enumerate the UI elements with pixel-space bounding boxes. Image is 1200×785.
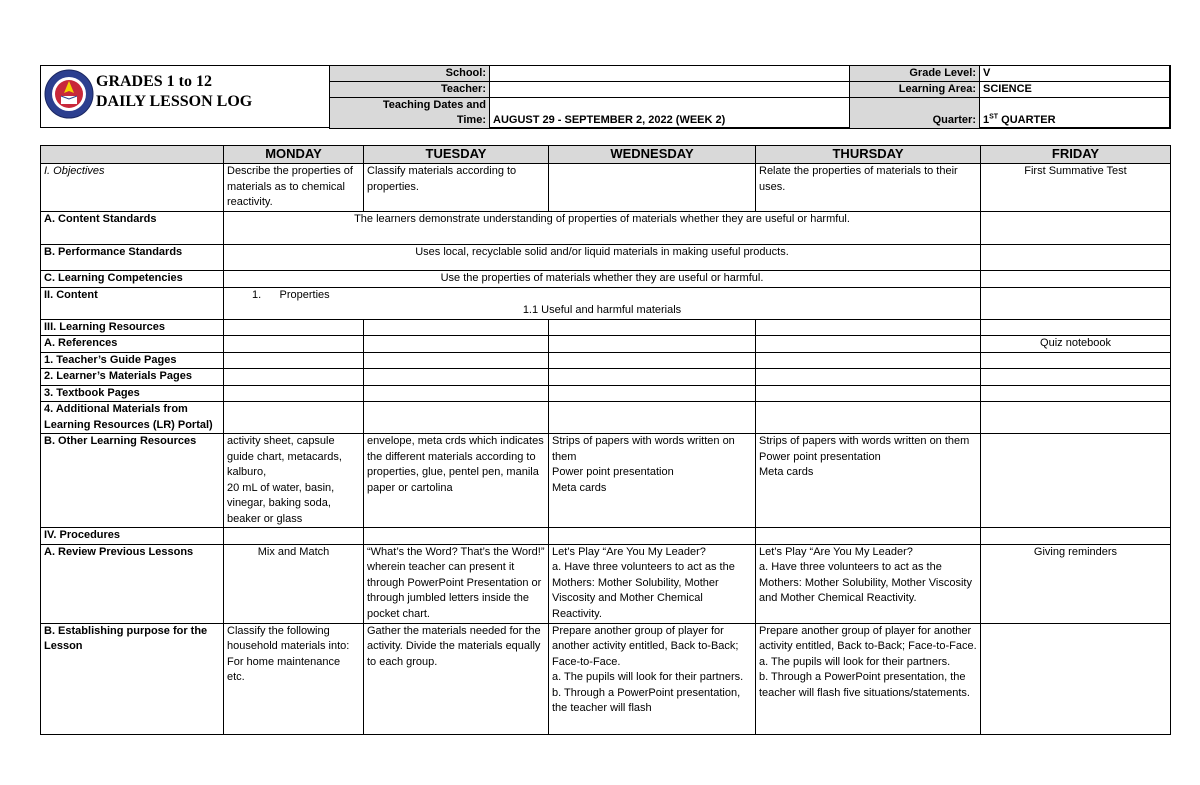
quarter-label: Quarter: bbox=[850, 98, 980, 129]
cell-empty bbox=[756, 528, 981, 545]
row-other-resources bbox=[41, 434, 1171, 528]
cell-empty bbox=[364, 528, 549, 545]
other-resources-thursday: Strips of papers with words written on them Power point presentation Meta cards bbox=[756, 434, 981, 528]
cell-empty bbox=[981, 528, 1171, 545]
teaching-dates-label-line2: Time: bbox=[456, 114, 486, 126]
learning-competencies-label: C. Learning Competencies bbox=[41, 271, 224, 288]
daily-lesson-log-table bbox=[40, 145, 1171, 735]
teacher-label: Teacher: bbox=[330, 82, 490, 98]
content-standards-text: The learners demonstrate understanding of properties of materials whether they are useful or harmful. bbox=[224, 212, 981, 245]
day-header-tuesday: TUESDAY bbox=[364, 146, 549, 164]
cell-empty bbox=[549, 319, 756, 336]
day-header-blank bbox=[41, 146, 224, 164]
other-resources-label: B. Other Learning Resources bbox=[41, 434, 224, 528]
teachers-guide-label: 1. Teacher’s Guide Pages bbox=[41, 352, 224, 369]
learning-competencies-friday bbox=[981, 271, 1171, 288]
cell-empty bbox=[224, 369, 364, 386]
additional-materials-label: 4. Additional Materials from Learning Resources (LR) Portal) bbox=[41, 402, 224, 434]
purpose-tuesday: Gather the materials needed for the activity. Divide the materials equally to each group. bbox=[364, 623, 549, 734]
cell-empty bbox=[224, 385, 364, 402]
row-references bbox=[41, 336, 1171, 353]
establishing-purpose-label: B. Establishing purpose for the Lesson bbox=[41, 623, 224, 734]
cell-empty bbox=[981, 352, 1171, 369]
other-resources-monday: activity sheet, capsule guide chart, metacards, kalburo, 20 mL of water, basin, vinegar, baking soda, beaker or glass bbox=[224, 434, 364, 528]
quarter-number: 1 bbox=[983, 114, 990, 126]
grade-level-label: Grade Level: bbox=[850, 66, 980, 82]
row-establishing-purpose bbox=[41, 623, 1171, 734]
cell-empty bbox=[756, 352, 981, 369]
procedures-label: IV. Procedures bbox=[41, 528, 224, 545]
row-review-lessons bbox=[41, 544, 1171, 623]
cell-empty bbox=[756, 369, 981, 386]
quarter-superscript: ST bbox=[989, 113, 999, 121]
content-text bbox=[224, 287, 981, 319]
day-header-wednesday: WEDNESDAY bbox=[549, 146, 756, 164]
grade-level-value: V bbox=[980, 66, 1171, 82]
review-tuesday: “What’s the Word? That’s the Word!” wherein teacher can present it through PowerPoint Presentation or through jumbled letters inside the pocket chart. bbox=[364, 544, 549, 623]
row-learning-competencies bbox=[41, 271, 1171, 288]
learning-resources-label: III. Learning Resources bbox=[41, 319, 224, 336]
cell-empty bbox=[549, 385, 756, 402]
cell-empty bbox=[549, 369, 756, 386]
learning-area-label: Learning Area: bbox=[850, 82, 980, 98]
cell-empty bbox=[756, 319, 981, 336]
cell-empty bbox=[224, 319, 364, 336]
cell-empty bbox=[364, 402, 549, 434]
review-lessons-label: A. Review Previous Lessons bbox=[41, 544, 224, 623]
school-value bbox=[490, 66, 850, 82]
cell-empty bbox=[224, 402, 364, 434]
cell-empty bbox=[364, 385, 549, 402]
cell-empty bbox=[224, 352, 364, 369]
purpose-thursday: Prepare another group of player for another activity entitled, Back to-Back; Face-to-Face. a. The pupils will look for their partners. b. Through a PowerPoint presentation, the teacher will flash five situations/statements. bbox=[756, 623, 981, 734]
title-line-1: GRADES 1 to 12 bbox=[96, 73, 213, 90]
performance-standards-label: B. Performance Standards bbox=[41, 245, 224, 271]
teaching-dates-label-line1: Teaching Dates and bbox=[382, 99, 486, 111]
row-performance-standards bbox=[41, 245, 1171, 271]
cell-empty bbox=[981, 369, 1171, 386]
quarter-value bbox=[980, 98, 1171, 129]
row-content-standards bbox=[41, 212, 1171, 245]
cell-empty bbox=[364, 352, 549, 369]
row-teachers-guide bbox=[41, 352, 1171, 369]
log-title bbox=[96, 72, 252, 112]
row-learning-resources bbox=[41, 319, 1171, 336]
cell-empty bbox=[981, 385, 1171, 402]
objectives-monday: Describe the properties of materials as to chemical reactivity. bbox=[224, 164, 364, 212]
cell-empty bbox=[224, 528, 364, 545]
content-standards-label: A. Content Standards bbox=[41, 212, 224, 245]
learning-area-value: SCIENCE bbox=[980, 82, 1171, 98]
textbook-label: 3. Textbook Pages bbox=[41, 385, 224, 402]
cell-empty bbox=[549, 336, 756, 353]
cell-empty bbox=[364, 319, 549, 336]
cell-empty bbox=[981, 319, 1171, 336]
title-line-2: DAILY LESSON LOG bbox=[96, 93, 253, 110]
other-resources-tuesday: envelope, meta crds which indicates the different materials according to properties, glue, pentel pen, manila paper or cartolina bbox=[364, 434, 549, 528]
day-header-friday: FRIDAY bbox=[981, 146, 1171, 164]
other-resources-friday bbox=[981, 434, 1171, 528]
row-textbook bbox=[41, 385, 1171, 402]
quarter-word: QUARTER bbox=[998, 114, 1056, 126]
objectives-thursday: Relate the properties of materials to their uses. bbox=[756, 164, 981, 212]
school-label: School: bbox=[330, 66, 490, 82]
cell-empty bbox=[756, 336, 981, 353]
row-objectives bbox=[41, 164, 1171, 212]
purpose-wednesday: Prepare another group of player for another activity entitled, Back to-Back; Face-to-Face. a. The pupils will look for their partners. b. Through a PowerPoint presentation, the teacher will flash bbox=[549, 623, 756, 734]
review-friday: Giving reminders bbox=[981, 544, 1171, 623]
deped-seal-logo bbox=[44, 69, 94, 119]
teaching-dates-value: AUGUST 29 - SEPTEMBER 2, 2022 (WEEK 2) bbox=[490, 98, 850, 129]
performance-standards-friday bbox=[981, 245, 1171, 271]
cell-empty bbox=[224, 336, 364, 353]
cell-empty bbox=[756, 402, 981, 434]
header-info-table bbox=[329, 65, 1171, 129]
objectives-label: I. Objectives bbox=[41, 164, 224, 212]
references-label: A. References bbox=[41, 336, 224, 353]
objectives-friday: First Summative Test bbox=[981, 164, 1171, 212]
learners-materials-label: 2. Learner’s Materials Pages bbox=[41, 369, 224, 386]
cell-empty bbox=[549, 402, 756, 434]
learning-competencies-text: Use the properties of materials whether they are useful or harmful. bbox=[224, 271, 981, 288]
review-wednesday: Let’s Play “Are You My Leader? a. Have three volunteers to act as the Mothers: Mother Solubility, Mother Viscosity and Mother Chemical Reactivity. bbox=[549, 544, 756, 623]
day-header-monday: MONDAY bbox=[224, 146, 364, 164]
teacher-value bbox=[490, 82, 850, 98]
row-content bbox=[41, 287, 1171, 319]
row-procedures bbox=[41, 528, 1171, 545]
content-label: II. Content bbox=[41, 287, 224, 319]
cell-empty bbox=[981, 402, 1171, 434]
content-line-2: 1.1 Useful and harmful materials bbox=[522, 304, 682, 316]
performance-standards-text: Uses local, recyclable solid and/or liquid materials in making useful products. bbox=[224, 245, 981, 271]
cell-empty bbox=[364, 336, 549, 353]
objectives-wednesday bbox=[549, 164, 756, 212]
content-standards-friday bbox=[981, 212, 1171, 245]
purpose-friday bbox=[981, 623, 1171, 734]
review-thursday: Let’s Play “Are You My Leader? a. Have three volunteers to act as the Mothers: Mother Solubility, Mother Viscosity and Mother Chemical Reactivity. bbox=[756, 544, 981, 623]
cell-empty bbox=[756, 385, 981, 402]
objectives-tuesday: Classify materials according to properties. bbox=[364, 164, 549, 212]
row-additional-materials bbox=[41, 402, 1171, 434]
day-header-thursday: THURSDAY bbox=[756, 146, 981, 164]
cell-empty bbox=[549, 528, 756, 545]
cell-empty bbox=[549, 352, 756, 369]
review-monday: Mix and Match bbox=[224, 544, 364, 623]
other-resources-wednesday: Strips of papers with words written on them Power point presentation Meta cards bbox=[549, 434, 756, 528]
content-friday bbox=[981, 287, 1171, 319]
purpose-monday: Classify the following household materials into: For home maintenance etc. bbox=[224, 623, 364, 734]
teaching-dates-label bbox=[330, 98, 490, 129]
references-friday: Quiz notebook bbox=[981, 336, 1171, 353]
content-line-1: 1. Properties bbox=[252, 288, 330, 301]
cell-empty bbox=[364, 369, 549, 386]
row-learners-materials bbox=[41, 369, 1171, 386]
